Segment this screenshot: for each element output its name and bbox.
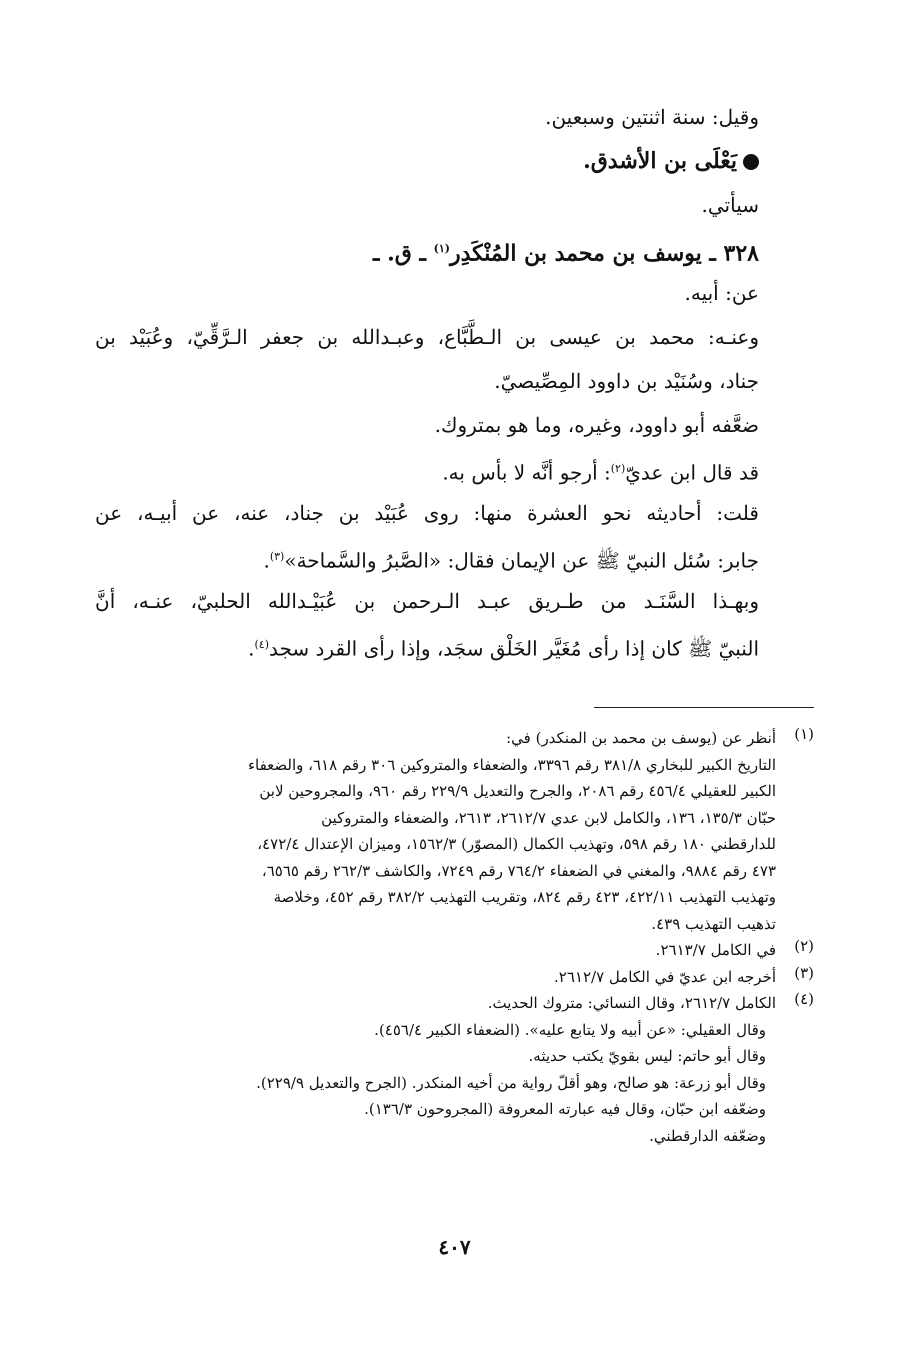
text-line: وعنـه: محمد بن عيسى بن الـطَّبَّاع، وعبـدالله بن جعفر الـرَّقِّيّ، وعُبَيْد بن <box>95 325 759 349</box>
text-line: سيأتي. <box>701 193 759 217</box>
footnote-number: (٢) <box>794 937 814 955</box>
footnotes <box>95 725 814 1149</box>
footnote-3: (٣) أخرجه ابن عديّ في الكامل ٢٦١٢/٧. <box>95 964 814 991</box>
footnote-separator <box>594 707 814 708</box>
text-line: ضعَّفه أبو داوود، وغيره، وما هو بمتروك. <box>434 413 759 437</box>
footnote-number: (٣) <box>794 963 814 982</box>
main-text <box>95 95 759 667</box>
text-line: قلت: أحاديثه نحو العشرة منها: روى عُبَيْد بن جناد، عنه، عن أبيـه، عن <box>95 501 759 525</box>
text-line: عن: أبيه. <box>684 281 759 305</box>
text-line: جناد، وسُنَيْد بن داوود المِصِّيصيّ. <box>494 369 759 393</box>
footnote-4: (٤) الكامل ٢٦١٢/٧، وقال النسائي: متروك الحديث. وقال العقيلي: «عن أبيه ولا يتابع عليه». (الضعفاء الكبير ٤٥٦/٤). وقال أبو حاتم: ليس بقويّ يكتب حديثه. وقال أبو زرعة: هو صالح، وهو أقلّ رواية من أخيه المنكدر. (الجرح والتعديل ٢٢٩/٩). وضعّفه ابن حبّان، وقال فيه عبارته المعروفة (المجروحون ١٣٦/٣). وضعّفه الدارقطني. <box>95 990 814 1149</box>
footnote-ref: (٢) <box>610 462 626 475</box>
entry-heading: ٣٢٨ ـ يوسف بن محمد بن المُنْكَدِر$^{(١)}$ ـ ق. ـ <box>372 240 759 267</box>
footnote-ref: (٤) <box>254 638 269 651</box>
footnote-ref: (٣) <box>269 550 285 563</box>
footnote-number: (١) <box>794 725 814 743</box>
text-line: النبيّ ﷺ كان إذا رأى مُغَيَّر الخَلْق سجَد، وإذا رأى القرد سجد$^{(٤)}$. <box>248 636 759 661</box>
footnote-1: (١) أنظر عن (يوسف بن محمد بن المنكدر) في: التاريخ الكبير للبخاري ٣٨١/٨ رقم ٣٣٩٦، والضعفاء والمتروكين ٣٠٦ رقم ٦١٨، والضعفاء الكبير للعقيلي ٤٥٦/٤ رقم ٢٠٨٦، والجرح والتعديل ٢٢٩/٩ رقم ٩٦٠، والمجروحين لابن حبّان ١٣٥/٣، ١٣٦، والكامل لابن عدي ٢٦١٢/٧، ٢٦١٣، والضعفاء والمتروكين للدارقطني ١٨٠ رقم ٥٩٨، وتهذيب الكمال (المصوّر) ١٥٦٢/٣، وميزان الإعتدال ٤٧٢/٤، ٤٧٣ رقم ٩٨٨٤، والمغني في الضعفاء ٧٦٤/٢ رقم ٧٢٤٩، والكاشف ٢٦٢/٣ رقم ٦٥٦٥، وتهذيب التهذيب ٤٢٢/١١، ٤٢٣ رقم ٨٢٤، وتقريب التهذيب ٣٨٢/٢ رقم ٤٥٢، وخلاصة تذهيب التهذيب ٤٣٩. <box>95 725 814 937</box>
text-line: جابر: سُئل النبيّ ﷺ عن الإيمان فقال: «الصَّبرُ والسَّماحة»$^{(٣)}$. <box>263 548 759 573</box>
text-line: وبهـذا السَّنَـد من طـريق عبـد الـرحمن بن عُبَيْـدالله الحلبيّ، عنـه، أنَّ <box>95 589 759 613</box>
text-line: قد قال ابن عديّ$^{(٢)}$: أرجو أنَّه لا بأس به. <box>442 460 759 485</box>
page-number: ٤٠٧ <box>438 1235 471 1259</box>
footnote-2: (٢) في الكامل ٢٦١٣/٧. <box>95 937 814 964</box>
footnote-number: (٤) <box>794 990 814 1008</box>
entry-heading: يَعْلَى بن الأشدق. <box>95 139 759 183</box>
footnote-ref: (١) <box>433 242 450 255</box>
text-line: وقيل: سنة اثنتين وسبعين. <box>545 105 759 129</box>
bullet-icon <box>743 154 759 170</box>
